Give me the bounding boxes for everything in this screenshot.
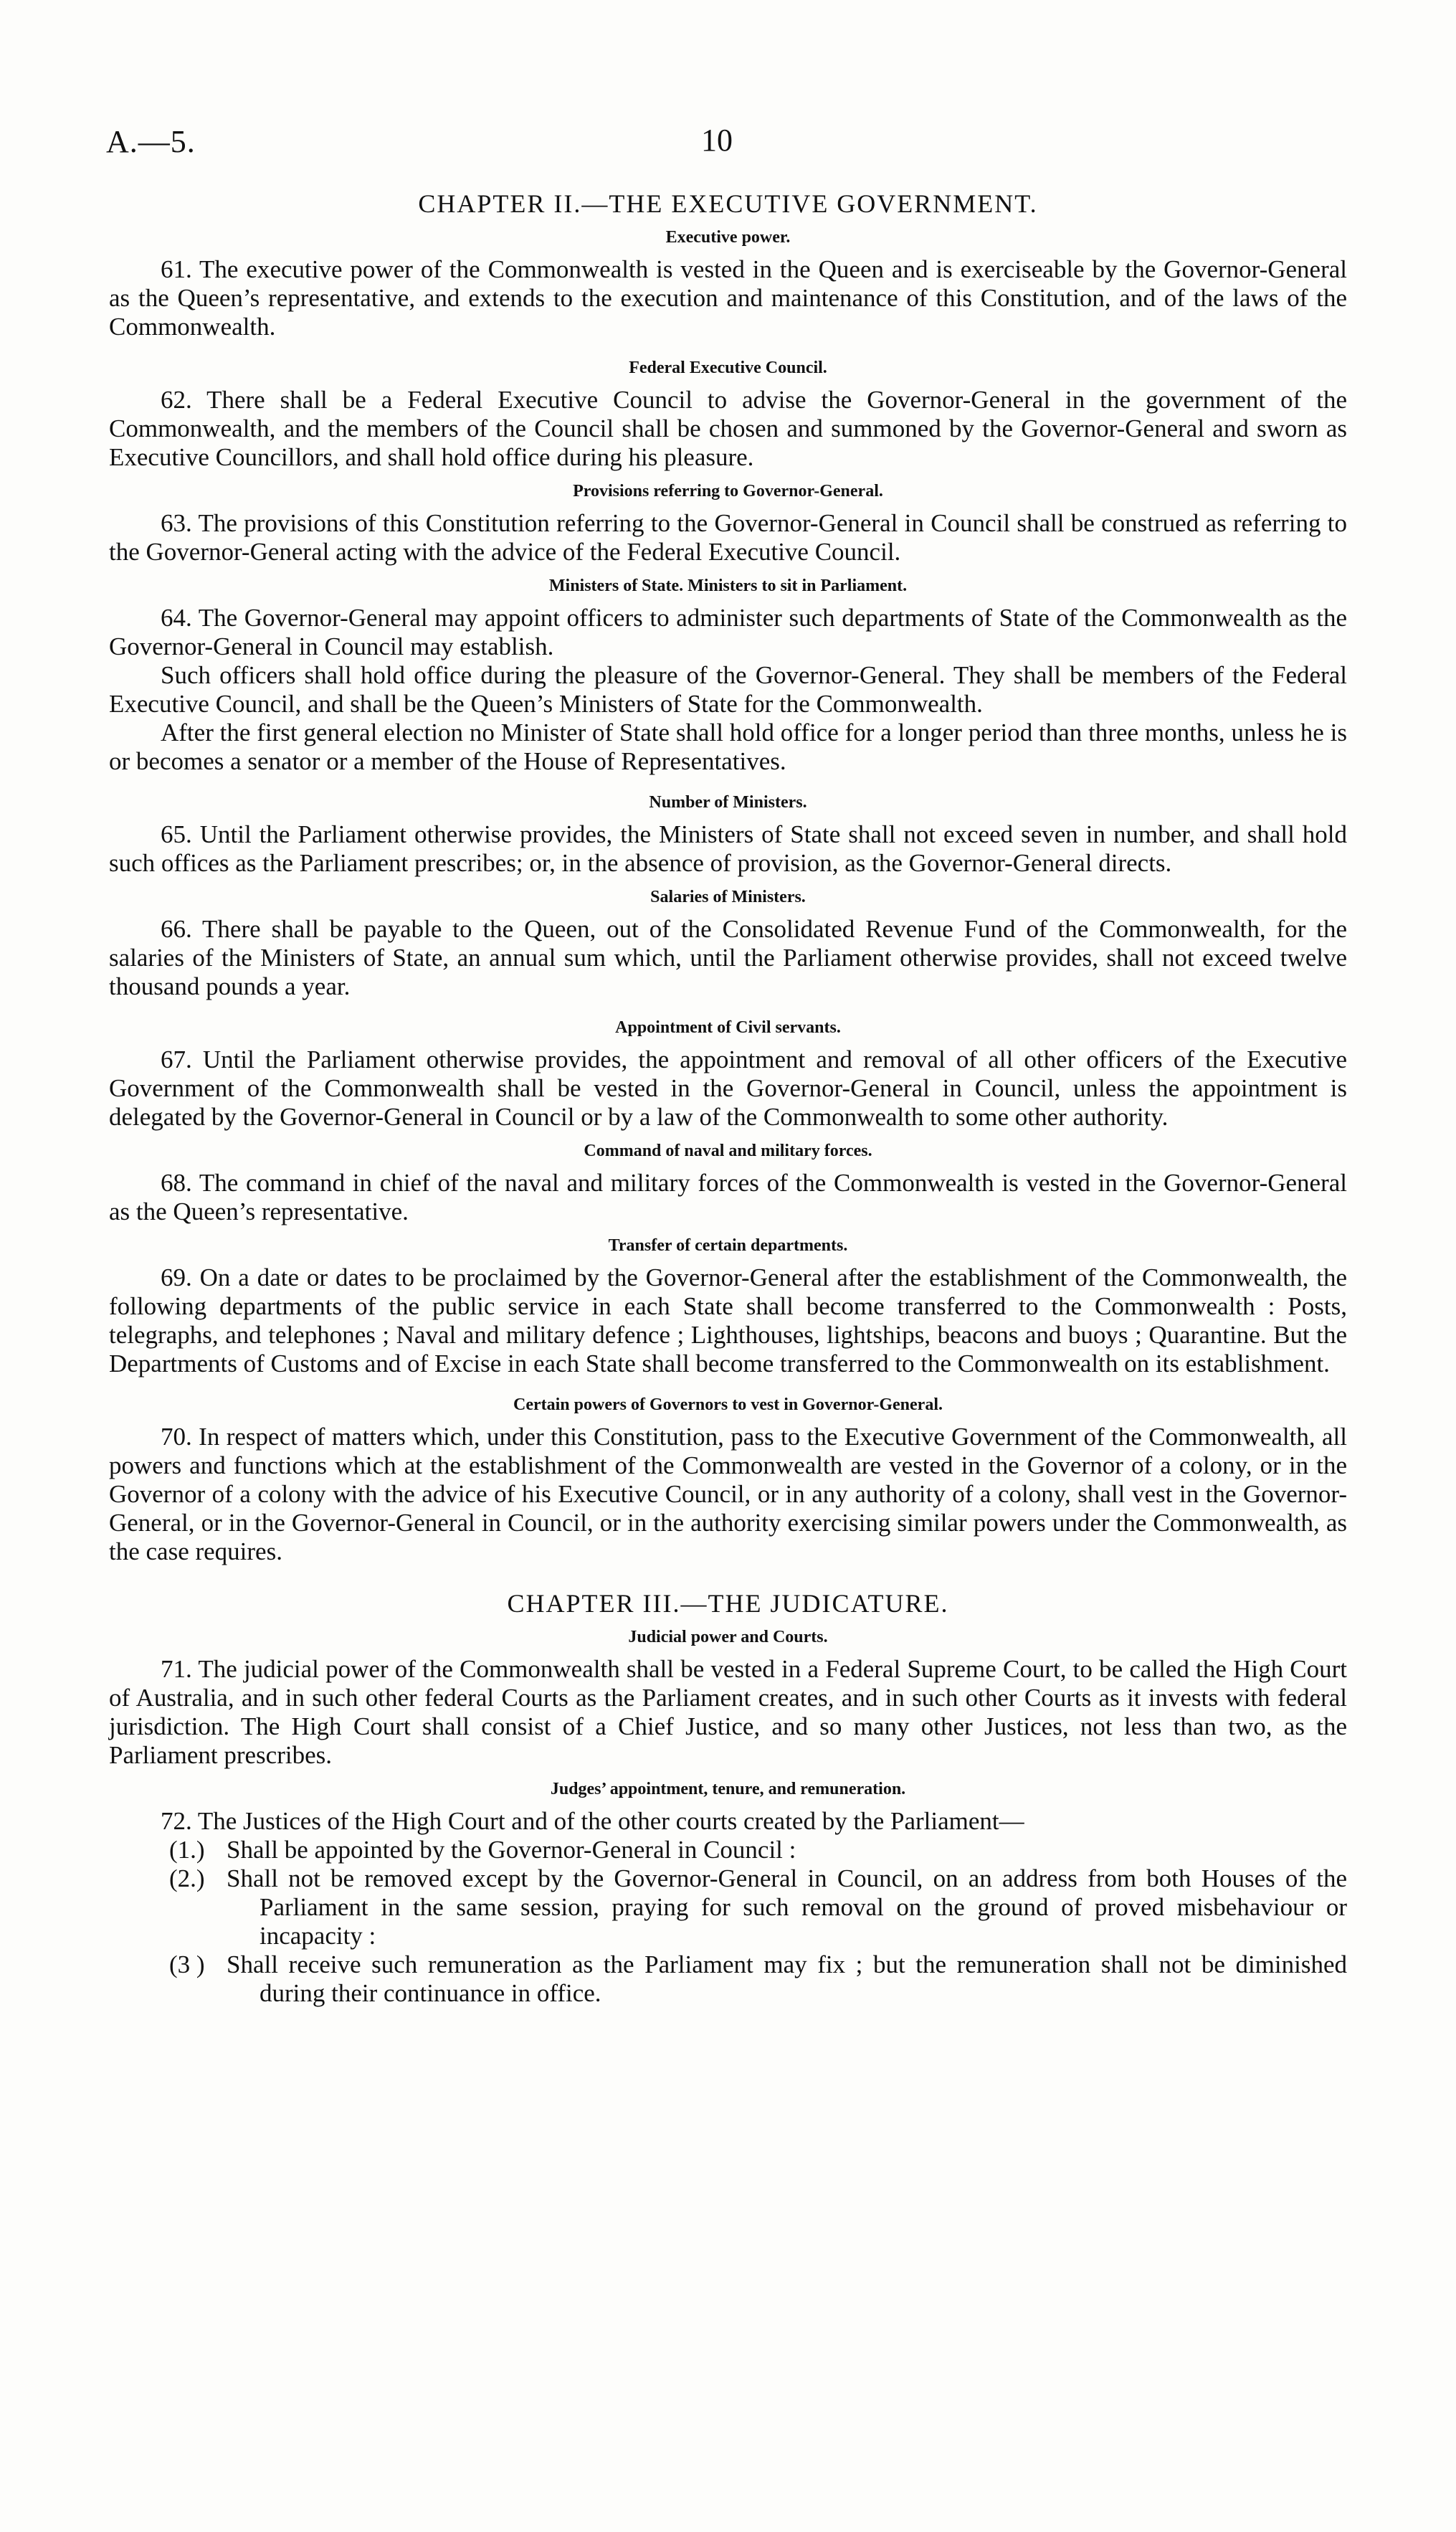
- section-paragraph: 64. The Governor-General may appoint officers to administer such departments of State of the Commonwealth as the Governor-General in Council may establish.: [109, 604, 1347, 660]
- list-item-text: Shall be appointed by the Governor-General in Council :: [227, 1836, 796, 1864]
- section-paragraph: 63. The provisions of this Constitution referring to the Governor-General in Council shall be construed as referring to the Governor-General acting with the advice of the Federal Executive Council.: [109, 509, 1347, 566]
- section-heading: Salaries of Ministers.: [650, 888, 806, 906]
- list-item-text: Shall not be removed except by the Governor-General in Council, on an address from both Houses of the Parliament in the same session, praying for such removal on the ground of proved misbehaviour or incapacity :: [227, 1864, 1347, 1950]
- section-paragraph: 71. The judicial power of the Commonwealth shall be vested in a Federal Supreme Court, to be called the High Court of Australia, and in such other federal Courts as the Parliament creates, and in such other Courts as it invests with federal jurisdiction. The High Court shall consist of a Chief Justice, and so many other Justices, not less than two, as the Parliament prescribes.: [109, 1655, 1347, 1769]
- chapter-title: CHAPTER II.—THE EXECUTIVE GOVERNMENT.: [418, 189, 1038, 218]
- page-number: 10: [701, 123, 733, 158]
- section-heading: Executive power.: [665, 228, 791, 247]
- section-paragraph: 67. Until the Parliament otherwise provides, the appointment and removal of all other officers of the Executive Government of the Commonwealth shall be vested in the Governor-General in Council, unless the appointment is delegated by the Governor-General in Council or by a law of the Commonwealth to some other authority.: [109, 1045, 1347, 1131]
- section-heading: Ministers of State. Ministers to sit in Parliament.: [548, 577, 908, 595]
- page-body: [109, 188, 1347, 2008]
- list-item-text: Shall receive such remuneration as the Parliament may fix ; but the remuneration shall not be diminished during their continuance in office.: [227, 1950, 1347, 2007]
- list-item-number: (1.): [169, 1836, 205, 1864]
- list-item: [109, 1950, 1347, 2008]
- section-heading: Provisions referring to Governor-General.: [573, 482, 883, 501]
- section-paragraph: Such officers shall hold office during the pleasure of the Governor-General. They shall be members of the Federal Executive Council, and shall be the Queen’s Ministers of State for the Commonwealth.: [109, 661, 1347, 718]
- chapter-title: CHAPTER III.—THE JUDICATURE.: [507, 1589, 949, 1618]
- section-heading: Command of naval and military forces.: [584, 1142, 872, 1160]
- section-paragraph: 69. On a date or dates to be proclaimed by the Governor-General after the establishment of the Commonwealth, the following departments of the public service in each State shall become transferred to the Commonwealth : Posts, telegraphs, and telephones ; Naval and military defence ; Lighthouses, lightships, beacons and buoys ; Quarantine. But the Departments of Customs and of Excise in each State shall become transferred to the Commonwealth on its establishment.: [109, 1263, 1347, 1378]
- section-heading: Transfer of certain departments.: [608, 1236, 848, 1255]
- section-paragraph: After the first general election no Minister of State shall hold office for a longer period than three months, unless he is or becomes a senator or a member of the House of Representatives.: [109, 719, 1347, 775]
- paper-reference: A.—5.: [106, 124, 196, 159]
- section-paragraph: 72. The Justices of the High Court and of the other courts created by the Parliament—: [161, 1807, 1024, 1835]
- section-paragraph: 68. The command in chief of the naval and military forces of the Commonwealth is vested in the Governor-General as the Queen’s representative.: [109, 1169, 1347, 1225]
- section-heading: Certain powers of Governors to vest in Governor-General.: [513, 1395, 943, 1414]
- section-heading: Judicial power and Courts.: [628, 1628, 828, 1646]
- list-item: [109, 1864, 1347, 1950]
- list-item: [109, 1836, 1347, 1864]
- section-paragraph: 66. There shall be payable to the Queen, out of the Consolidated Revenue Fund of the Commonwealth, for the salaries of the Ministers of State, an annual sum which, until the Parliament otherwise provides, shall not exceed twelve thousand pounds a year.: [109, 915, 1347, 1000]
- section-heading: Appointment of Civil servants.: [615, 1018, 841, 1037]
- section-heading: Number of Ministers.: [649, 793, 807, 812]
- section-heading: Federal Executive Council.: [629, 359, 827, 377]
- list-item-number: (2.): [169, 1864, 205, 1892]
- list-item-number: (3 ): [169, 1950, 205, 1978]
- section-heading: Judges’ appointment, tenure, and remuneration.: [550, 1780, 906, 1798]
- section-paragraph: 62. There shall be a Federal Executive Council to advise the Governor-General in the government of the Commonwealth, and the members of the Council shall be chosen and summoned by the Governor-General and sworn as Executive Councillors, and shall hold office during his pleasure.: [109, 386, 1347, 471]
- section-paragraph: 65. Until the Parliament otherwise provides, the Ministers of State shall not exceed seven in number, and shall hold such offices as the Parliament prescribes; or, in the absence of provision, as the Governor-General directs.: [109, 820, 1347, 877]
- section-paragraph: 70. In respect of matters which, under this Constitution, pass to the Executive Government of the Commonwealth, all powers and functions which at the establishment of the Commonwealth are vested in the Governor of a colony, or in the Governor of a colony with the advice of his Executive Council, or in any authority of a colony, shall vest in the Governor-General, or in the Governor-General in Council, or in the authority exercising similar powers under the Commonwealth, as the case requires.: [109, 1423, 1347, 1565]
- section-paragraph: 61. The executive power of the Commonwealth is vested in the Queen and is exerciseable by the Governor-General as the Queen’s representative, and extends to the execution and maintenance of this Constitution, and of the laws of the Commonwealth.: [109, 255, 1347, 341]
